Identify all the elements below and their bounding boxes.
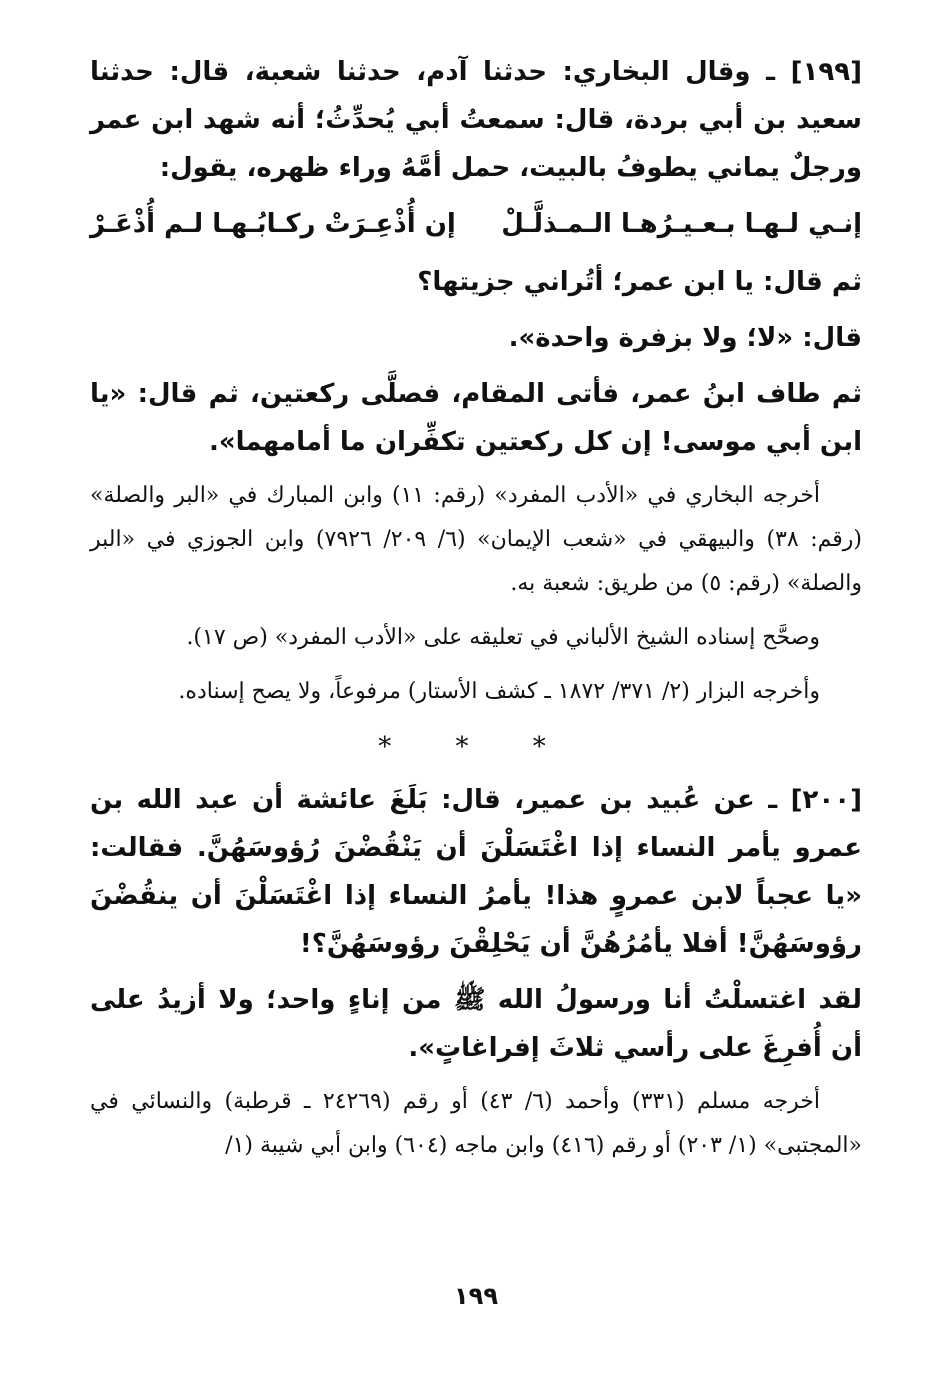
page-number: ١٩٩ <box>454 1282 498 1310</box>
verse-first-hemistich: إنـي لـهـا بـعـيـرُهـا الـمـذلَّـلْ <box>501 209 862 239</box>
hadith-199-question: ثم قال: يا ابن عمر؛ أتُراني جزيتها؟ <box>417 267 862 297</box>
hadith-199-takhrij-3: وأخرجه البزار (٢/ ٣٧١/ ١٨٧٢ ـ كشف الأستار) مرفوعاً، ولا يصح إسناده. <box>178 679 820 704</box>
hadith-200-text: [٢٠٠] ـ عن عُبيد بن عمير، قال: بَلَغَ عائشة أن عبد الله بن عمرو يأمر النساء إذا اغْتَسَلْنَ أن يَنْقُضْنَ رُؤوسَهُنَّ. فقالت: «يا عجباً لابن عمروٍ هذا! يأمرُ النساء إذا اغْتَسَلْنَ أن ينقُضْنَ رؤوسَهُنَّ! أفلا يأمُرُهُنَّ أن يَحْلِقْنَ رؤوسَهُنَّ؟! <box>90 785 862 959</box>
page-body <box>90 48 862 1178</box>
hadith-199-takhrij-1: أخرجه البخاري في «الأدب المفرد» (رقم: ١١) وابن المبارك في «البر والصلة» (رقم: ٣٨) والبيهقي في «شعب الإيمان» (٦/ ٢٠٩/ ٧٩٢٦) وابن الجوزي في «البر والصلة» (رقم: ٥) من طريق: شعبة به. <box>90 483 863 596</box>
section-separator: * * * <box>378 732 574 762</box>
hadith-199-text: [١٩٩] ـ وقال البخاري: حدثنا آدم، حدثنا شعبة، قال: حدثنا سعيد بن أبي بردة، قال: سمعتُ أبي يُحدِّثُ؛ أنه شهد ابن عمر ورجلٌ يماني يطوفُ بالبيت، حمل أمَّهُ وراء ظهره، يقول: <box>90 57 862 183</box>
poetry-verse <box>90 200 862 248</box>
hadith-200-continuation: لقد اغتسلْتُ أنا ورسولُ الله ﷺ من إناءٍ واحد؛ ولا أزيدُ على أن أُفرِغَ على رأسي ثلاثَ إفراغاتٍ». <box>90 985 862 1063</box>
hadith-199-ending: ثم طاف ابنُ عمر، فأتى المقام، فصلَّى ركعتين، ثم قال: «يا ابن أبي موسى! إن كل ركعتين تكفِّران ما أمامهما». <box>90 379 862 457</box>
hadith-200-takhrij: أخرجه مسلم (٣٣١) وأحمد (٦/ ٤٣) أو رقم (٢٤٢٦٩ ـ قرطبة) والنسائي في «المجتبى» (١/ ٢٠٣) أو رقم (٤١٦) وابن ماجه (٦٠٤) وابن أبي شيبة (١/ <box>90 1089 862 1158</box>
hadith-199-takhrij-2: وصحَّح إسناده الشيخ الألباني في تعليقه على «الأدب المفرد» (ص ١٧). <box>186 625 820 650</box>
hadith-199-answer: قال: «لا؛ ولا بزفرة واحدة». <box>508 323 862 353</box>
verse-second-hemistich: إن أُذْعِـرَتْ ركـابُـهـا لـم أُذْعَـرْ <box>90 209 456 239</box>
